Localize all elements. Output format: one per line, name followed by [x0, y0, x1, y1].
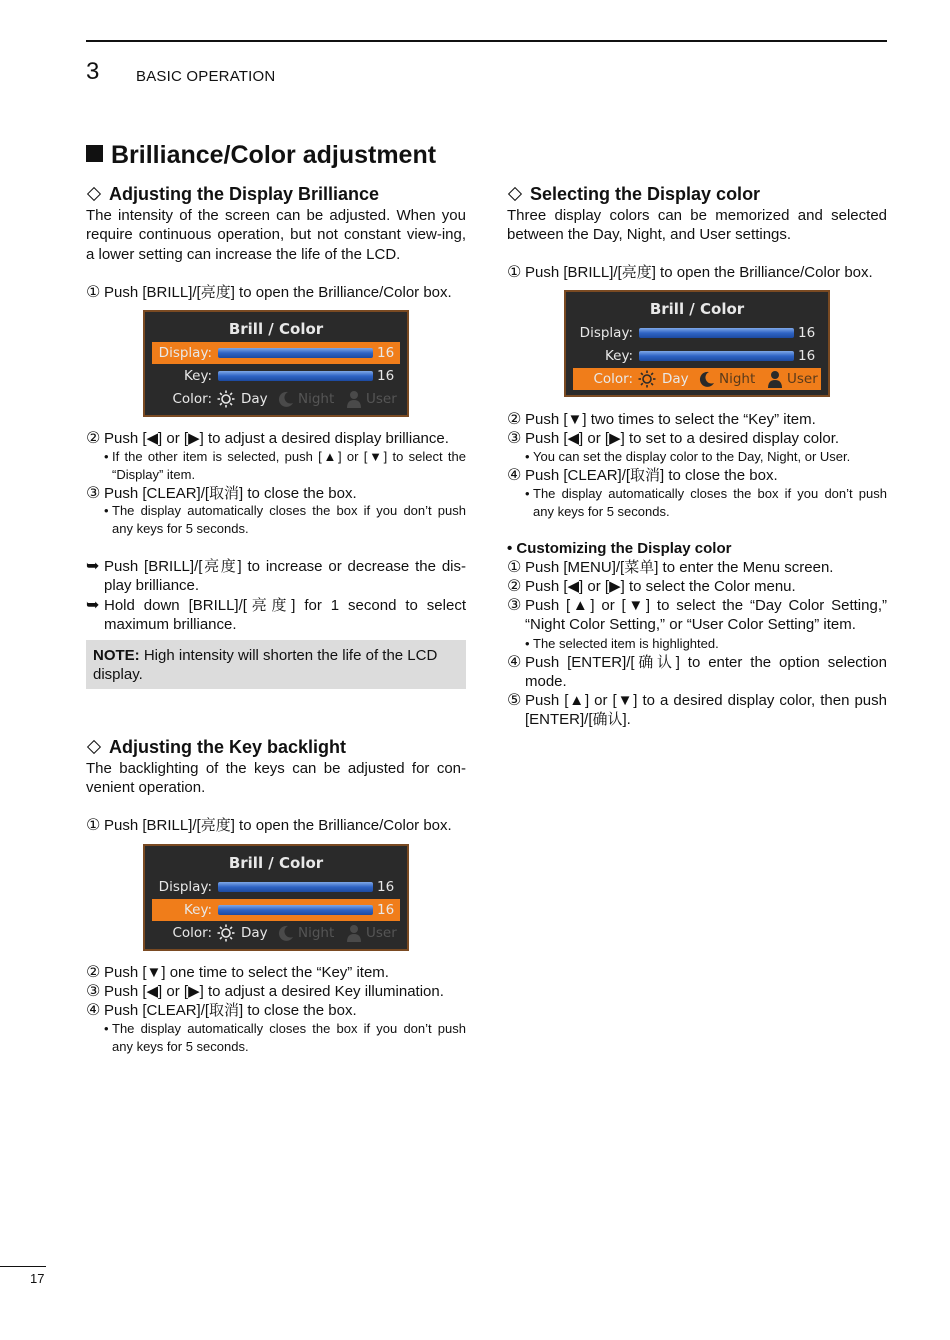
custom-step-3-note: • The selected item is highlighted. — [525, 636, 719, 651]
user-icon — [767, 370, 783, 388]
custom-step-1: ① Push [MENU]/[菜单] to enter the Menu screen. — [507, 559, 834, 576]
lcd-display-bar — [639, 328, 794, 338]
lcd-key-label: Key: — [183, 902, 212, 918]
lcd-color-label: Color: — [172, 925, 212, 941]
color-heading: Selecting the Display color — [507, 184, 760, 205]
backlight-step-1: ① Push [BRILL]/[亮度] to open the Brilliance/Color box. — [86, 817, 452, 834]
brilliance-heading: Adjusting the Display Brilliance — [86, 184, 379, 205]
custom-step-3: ③ Push [▲] or [▼] to select the “Day Color Setting,” “Night Color Setting,” or “User Color Setting” item. — [507, 597, 887, 633]
moon-icon — [277, 390, 295, 408]
brilliance-tip-1: ➥ Push [BRILL]/[亮度] to increase or decrease the dis-play brilliance. — [86, 558, 466, 595]
lcd-box-display — [143, 310, 409, 417]
lcd-box-key — [143, 844, 409, 951]
lcd-key-label: Key: — [183, 368, 212, 384]
note-box — [86, 640, 466, 689]
user-icon — [346, 390, 362, 408]
header-rule — [86, 40, 887, 42]
backlight-intro: The backlighting of the keys can be adjusted for con-venient operation. — [86, 760, 466, 797]
lcd-display-bar — [218, 882, 373, 892]
customizing-heading: • Customizing the Display color — [507, 540, 732, 557]
lcd-title: Brill / Color — [228, 854, 324, 872]
backlight-step-4-note: • The display automatically closes the box if you don’t push any keys for 5 seconds. — [104, 1021, 466, 1054]
color-step-4: ④ Push [CLEAR]/[取消] to close the box. — [507, 467, 778, 484]
chapter-title: BASIC OPERATION — [136, 68, 276, 85]
lcd-row-color — [573, 368, 821, 390]
lcd-key-bar — [218, 371, 373, 381]
lcd-title: Brill / Color — [649, 300, 745, 318]
section-title: Brilliance/Color adjustment — [86, 141, 436, 170]
lcd-row-display — [152, 876, 400, 898]
sun-icon — [217, 390, 235, 408]
brilliance-step-2: ② Push [◀] or [▶] to adjust a desired display brilliance. — [86, 430, 449, 447]
lcd-color-label: Color: — [172, 391, 212, 407]
backlight-step-4: ④ Push [CLEAR]/[取消] to close the box. — [86, 1002, 357, 1019]
user-icon — [346, 924, 362, 942]
lcd-key-value: 16 — [798, 348, 816, 364]
color-step-4-note: • The display automatically closes the box if you don’t push any keys for 5 seconds. — [525, 486, 887, 519]
lcd-row-display — [152, 342, 400, 364]
custom-step-4: ④ Push [ENTER]/[确认] to enter the option selection mode. — [507, 654, 887, 690]
sun-icon — [217, 924, 235, 942]
diamond-icon — [87, 740, 101, 754]
backlight-step-2: ② Push [▼] one time to select the “Key” item. — [86, 964, 389, 981]
lcd-box-color — [564, 290, 830, 397]
lcd-display-label: Display: — [158, 345, 212, 361]
lcd-row-color — [152, 388, 400, 410]
custom-step-2: ② Push [◀] or [▶] to select the Color menu. — [507, 578, 796, 595]
diamond-icon — [508, 187, 522, 201]
lcd-opt-user: User — [787, 371, 818, 387]
lcd-display-value: 16 — [377, 345, 395, 361]
note-label: NOTE: — [93, 647, 140, 664]
lcd-display-label: Display: — [158, 879, 212, 895]
backlight-heading: Adjusting the Key backlight — [86, 737, 346, 758]
brilliance-tip-2: ➥ Hold down [BRILL]/[亮度] for 1 second to select maximum brilliance. — [86, 597, 466, 634]
brilliance-step-3-note: • The display automatically closes the box if you don’t push any keys for 5 seconds. — [104, 503, 466, 536]
lcd-display-value: 16 — [377, 879, 395, 895]
lcd-key-bar — [218, 905, 373, 915]
lcd-row-key — [152, 899, 400, 921]
lcd-opt-user: User — [366, 925, 397, 941]
moon-icon — [698, 370, 716, 388]
color-step-1: ① Push [BRILL]/[亮度] to open the Brilliance/Color box. — [507, 264, 873, 281]
note-text: High intensity will shorten the life of the LCD display. — [93, 647, 438, 684]
lcd-display-value: 16 — [798, 325, 816, 341]
custom-step-5: ⑤ Push [▲] or [▼] to a desired display color, then push [ENTER]/[确认]. — [507, 692, 887, 728]
color-step-3-note: • You can set the display color to the Day, Night, or User. — [525, 449, 851, 464]
lcd-key-value: 16 — [377, 368, 395, 384]
lcd-opt-user: User — [366, 391, 397, 407]
lcd-row-key — [152, 365, 400, 387]
lcd-row-display — [573, 322, 821, 344]
color-step-3: ③ Push [◀] or [▶] to set to a desired display color. — [507, 430, 840, 447]
diamond-icon — [87, 187, 101, 201]
backlight-step-3: ③ Push [◀] or [▶] to adjust a desired Key illumination. — [86, 983, 444, 1000]
lcd-opt-night: Night — [719, 371, 756, 387]
page-number: 17 — [0, 1266, 46, 1267]
brilliance-step-2-note: • If the other item is selected, push [▲] or [▼] to select the “Display” item. — [104, 449, 466, 482]
lcd-opt-day: Day — [241, 391, 268, 407]
chapter-number: 3 — [86, 58, 100, 85]
sun-icon — [638, 370, 656, 388]
lcd-opt-night: Night — [298, 925, 335, 941]
lcd-row-color — [152, 922, 400, 944]
lcd-display-label: Display: — [579, 325, 633, 341]
lcd-key-bar — [639, 351, 794, 361]
lcd-title: Brill / Color — [228, 320, 324, 338]
moon-icon — [277, 924, 295, 942]
lcd-opt-night: Night — [298, 391, 335, 407]
lcd-row-key — [573, 345, 821, 367]
brilliance-step-3: ③ Push [CLEAR]/[取消] to close the box. — [86, 485, 357, 502]
color-step-2: ② Push [▼] two times to select the “Key” item. — [507, 411, 816, 428]
brilliance-step-1: ① Push [BRILL]/[亮度] to open the Brilliance/Color box. — [86, 284, 452, 301]
lcd-color-label: Color: — [593, 371, 633, 387]
lcd-key-label: Key: — [604, 348, 633, 364]
lcd-display-bar — [218, 348, 373, 358]
square-bullet-icon — [86, 145, 103, 162]
lcd-opt-day: Day — [662, 371, 689, 387]
brilliance-intro: The intensity of the screen can be adjusted. When you require continuous operation, but not constant view-ing, a lower setting can increase the life of the LCD. — [86, 207, 466, 263]
lcd-opt-day: Day — [241, 925, 268, 941]
color-intro: Three display colors can be memorized and selected between the Day, Night, and User settings. — [507, 207, 887, 244]
lcd-key-value: 16 — [377, 902, 395, 918]
